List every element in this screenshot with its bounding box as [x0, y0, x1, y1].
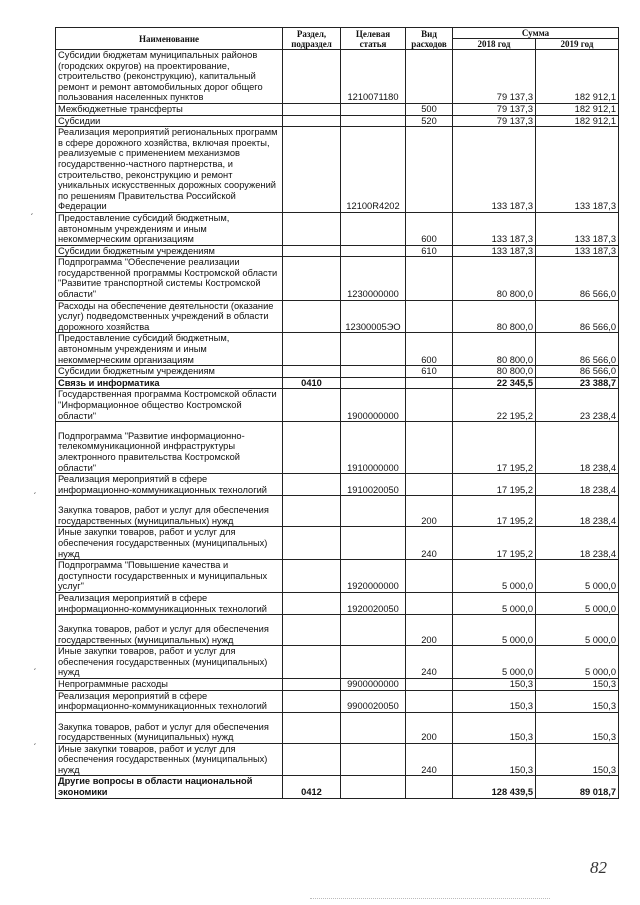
row-target-article — [341, 712, 406, 743]
row-name: Закупка товаров, работ и услуг для обеспечения государственных (муниципальных) нужд — [56, 712, 283, 743]
row-section — [283, 300, 341, 333]
row-name: Закупка товаров, работ и услуг для обеспечения государственных (муниципальных) нужд — [56, 496, 283, 527]
scan-mark: ˏ — [30, 205, 34, 216]
table-row — [56, 646, 619, 679]
row-section — [283, 422, 341, 474]
row-section — [283, 646, 341, 679]
row-section: 0410 — [283, 377, 341, 389]
row-section — [283, 257, 341, 300]
row-name: Субсидии бюджетным учреждениям — [56, 366, 283, 378]
row-name: Субсидии бюджетам муниципальных районов (городских округов) на проектирование, строительство (реконструкцию), капитальный ремонт и ремонт автомобильных дорог общего пользования населенных пунктов — [56, 50, 283, 104]
row-section — [283, 115, 341, 127]
scan-artifact-line — [310, 898, 550, 899]
row-sum-2018: 133 187,3 — [453, 212, 536, 245]
row-name: Реализация мероприятий в сфере информационно-коммуникационных технологий — [56, 690, 283, 712]
row-sum-2018: 150,3 — [453, 678, 536, 690]
row-expense-type — [406, 474, 453, 496]
row-section — [283, 592, 341, 614]
row-sum-2019: 89 018,7 — [536, 776, 619, 798]
row-section — [283, 333, 341, 366]
row-sum-2019: 86 566,0 — [536, 300, 619, 333]
row-name: Реализация мероприятий в сфере информационно-коммуникационных технологий — [56, 474, 283, 496]
row-expense-type — [406, 592, 453, 614]
table-row — [56, 50, 619, 104]
scan-mark: ˏ — [33, 735, 37, 746]
row-name: Предоставление субсидий бюджетным, автономным учреждениям и иным некоммерческим организациям — [56, 333, 283, 366]
row-expense-type: 500 — [406, 103, 453, 115]
row-expense-type: 610 — [406, 366, 453, 378]
table-row — [56, 366, 619, 378]
row-sum-2019: 23 388,7 — [536, 377, 619, 389]
row-target-article: 12100R4202 — [341, 127, 406, 213]
row-target-article — [341, 377, 406, 389]
row-section — [283, 245, 341, 257]
header-year-2018: 2018 год — [453, 39, 536, 50]
row-target-article: 1900000000 — [341, 389, 406, 422]
row-expense-type: 200 — [406, 615, 453, 646]
header-target: Целевая статья — [341, 28, 406, 50]
row-sum-2019: 182 912,1 — [536, 50, 619, 104]
row-name: Непрограммные расходы — [56, 678, 283, 690]
row-sum-2019: 18 238,4 — [536, 496, 619, 527]
row-expense-type — [406, 690, 453, 712]
header-section: Раздел, подраздел — [283, 28, 341, 50]
row-sum-2018: 133 187,3 — [453, 127, 536, 213]
row-sum-2019: 86 566,0 — [536, 257, 619, 300]
row-sum-2019: 5 000,0 — [536, 592, 619, 614]
row-name: Другие вопросы в области национальной экономики — [56, 776, 283, 798]
row-sum-2018: 150,3 — [453, 690, 536, 712]
row-sum-2019: 86 566,0 — [536, 366, 619, 378]
row-target-article — [341, 646, 406, 679]
row-sum-2018: 79 137,3 — [453, 103, 536, 115]
row-sum-2019: 150,3 — [536, 678, 619, 690]
row-target-article: 12300005ЭО — [341, 300, 406, 333]
row-target-article — [341, 776, 406, 798]
table-row — [56, 776, 619, 798]
table-row — [56, 127, 619, 213]
row-target-article — [341, 333, 406, 366]
row-name: Реализация мероприятий региональных программ в сфере дорожного хозяйства, включая проекты, реализуемые с применением механизмов государственно-частного партнерства, и строительство, реконструкцию и ремонт уникальных искусственных дорожных сооружений по решениям Правительства Российской Федерации — [56, 127, 283, 213]
row-name: Связь и информатика — [56, 377, 283, 389]
row-section — [283, 527, 341, 560]
row-expense-type — [406, 50, 453, 104]
row-expense-type: 610 — [406, 245, 453, 257]
row-sum-2019: 150,3 — [536, 743, 619, 776]
row-sum-2018: 5 000,0 — [453, 615, 536, 646]
row-expense-type: 240 — [406, 646, 453, 679]
row-section — [283, 743, 341, 776]
row-section — [283, 50, 341, 104]
row-section — [283, 212, 341, 245]
row-target-article — [341, 743, 406, 776]
row-section — [283, 366, 341, 378]
row-expense-type — [406, 127, 453, 213]
header-type: Вид расходов — [406, 28, 453, 50]
row-sum-2018: 150,3 — [453, 743, 536, 776]
row-sum-2019: 182 912,1 — [536, 115, 619, 127]
row-sum-2018: 22 195,2 — [453, 389, 536, 422]
row-sum-2019: 5 000,0 — [536, 615, 619, 646]
row-sum-2018: 80 800,0 — [453, 257, 536, 300]
row-expense-type — [406, 389, 453, 422]
table-row — [56, 690, 619, 712]
row-sum-2018: 80 800,0 — [453, 300, 536, 333]
row-sum-2018: 128 439,5 — [453, 776, 536, 798]
table-row — [56, 560, 619, 593]
row-section — [283, 678, 341, 690]
row-name: Иные закупки товаров, работ и услуг для обеспечения государственных (муниципальных) нужд — [56, 527, 283, 560]
row-sum-2019: 18 238,4 — [536, 527, 619, 560]
table-row — [56, 115, 619, 127]
row-sum-2018: 5 000,0 — [453, 592, 536, 614]
row-section — [283, 127, 341, 213]
scan-mark: ˏ — [33, 660, 37, 671]
row-section — [283, 103, 341, 115]
row-expense-type: 200 — [406, 496, 453, 527]
row-section — [283, 712, 341, 743]
row-sum-2019: 133 187,3 — [536, 245, 619, 257]
row-expense-type — [406, 377, 453, 389]
row-target-article — [341, 496, 406, 527]
row-target-article: 1910000000 — [341, 422, 406, 474]
header-name: Наименование — [56, 28, 283, 50]
row-name: Реализация мероприятий в сфере информационно-коммуникационных технологий — [56, 592, 283, 614]
row-sum-2018: 80 800,0 — [453, 366, 536, 378]
row-name: Субсидии — [56, 115, 283, 127]
row-sum-2018: 17 195,2 — [453, 474, 536, 496]
row-expense-type — [406, 776, 453, 798]
row-sum-2019: 5 000,0 — [536, 646, 619, 679]
row-target-article — [341, 245, 406, 257]
row-name: Подпрограмма "Повышение качества и доступности государственных и муниципальных услуг" — [56, 560, 283, 593]
row-sum-2019: 182 912,1 — [536, 103, 619, 115]
row-target-article: 1910020050 — [341, 474, 406, 496]
row-section — [283, 389, 341, 422]
row-name: Предоставление субсидий бюджетным, автономным учреждениям и иным некоммерческим организациям — [56, 212, 283, 245]
table-row — [56, 527, 619, 560]
header-sum: Сумма — [453, 28, 619, 39]
table-row — [56, 333, 619, 366]
row-name: Межбюджетные трансферты — [56, 103, 283, 115]
row-target-article: 1230000000 — [341, 257, 406, 300]
row-expense-type: 600 — [406, 333, 453, 366]
budget-table — [55, 27, 619, 799]
row-name: Закупка товаров, работ и услуг для обеспечения государственных (муниципальных) нужд — [56, 615, 283, 646]
row-target-article: 9900020050 — [341, 690, 406, 712]
table-row — [56, 743, 619, 776]
table-row — [56, 389, 619, 422]
row-name: Расходы на обеспечение деятельности (оказание услуг) подведомственных учреждений в области дорожного хозяйства — [56, 300, 283, 333]
row-sum-2019: 23 238,4 — [536, 389, 619, 422]
row-target-article: 1210071180 — [341, 50, 406, 104]
table-row — [56, 300, 619, 333]
table-row — [56, 103, 619, 115]
table-row — [56, 377, 619, 389]
scan-mark: ˏ — [33, 484, 37, 495]
row-sum-2019: 18 238,4 — [536, 422, 619, 474]
row-sum-2019: 18 238,4 — [536, 474, 619, 496]
row-expense-type: 600 — [406, 212, 453, 245]
row-name: Иные закупки товаров, работ и услуг для обеспечения государственных (муниципальных) нужд — [56, 646, 283, 679]
row-expense-type: 520 — [406, 115, 453, 127]
row-expense-type — [406, 678, 453, 690]
table-row — [56, 615, 619, 646]
row-section — [283, 496, 341, 527]
row-section — [283, 615, 341, 646]
row-name: Иные закупки товаров, работ и услуг для обеспечения государственных (муниципальных) нужд — [56, 743, 283, 776]
row-name: Подпрограмма "Обеспечение реализации государственной программы Костромской области "Развитие транспортной системы Костромской области" — [56, 257, 283, 300]
row-target-article — [341, 527, 406, 560]
row-sum-2018: 17 195,2 — [453, 496, 536, 527]
row-target-article — [341, 115, 406, 127]
row-sum-2018: 5 000,0 — [453, 646, 536, 679]
row-section: 0412 — [283, 776, 341, 798]
row-target-article — [341, 615, 406, 646]
row-section — [283, 690, 341, 712]
row-sum-2018: 79 137,3 — [453, 115, 536, 127]
row-sum-2018: 5 000,0 — [453, 560, 536, 593]
table-row — [56, 257, 619, 300]
table-row — [56, 496, 619, 527]
row-sum-2018: 22 345,5 — [453, 377, 536, 389]
row-target-article: 9900000000 — [341, 678, 406, 690]
row-sum-2019: 5 000,0 — [536, 560, 619, 593]
row-sum-2018: 150,3 — [453, 712, 536, 743]
row-sum-2018: 79 137,3 — [453, 50, 536, 104]
row-sum-2018: 17 195,2 — [453, 422, 536, 474]
row-sum-2019: 133 187,3 — [536, 127, 619, 213]
row-sum-2019: 150,3 — [536, 690, 619, 712]
row-sum-2018: 17 195,2 — [453, 527, 536, 560]
row-expense-type: 200 — [406, 712, 453, 743]
row-expense-type: 240 — [406, 743, 453, 776]
table-header — [56, 28, 619, 50]
table-row — [56, 474, 619, 496]
row-expense-type: 240 — [406, 527, 453, 560]
table-row — [56, 712, 619, 743]
row-sum-2018: 80 800,0 — [453, 333, 536, 366]
row-target-article: 1920020050 — [341, 592, 406, 614]
row-target-article — [341, 366, 406, 378]
row-expense-type — [406, 300, 453, 333]
page-number: 82 — [590, 858, 607, 877]
table-row — [56, 212, 619, 245]
row-sum-2018: 133 187,3 — [453, 245, 536, 257]
row-sum-2019: 86 566,0 — [536, 333, 619, 366]
row-name: Субсидии бюджетным учреждениям — [56, 245, 283, 257]
row-sum-2019: 133 187,3 — [536, 212, 619, 245]
table-row — [56, 422, 619, 474]
row-target-article — [341, 103, 406, 115]
header-year-2019: 2019 год — [536, 39, 619, 50]
row-expense-type — [406, 560, 453, 593]
table-row — [56, 245, 619, 257]
row-expense-type — [406, 422, 453, 474]
row-target-article: 1920000000 — [341, 560, 406, 593]
row-name: Подпрограмма "Развитие информационно-телекоммуникационной инфраструктуры электронного правительства Костромской области" — [56, 422, 283, 474]
row-target-article — [341, 212, 406, 245]
row-section — [283, 474, 341, 496]
row-sum-2019: 150,3 — [536, 712, 619, 743]
table-body — [56, 50, 619, 799]
row-name: Государственная программа Костромской области "Информационное общество Костромской области" — [56, 389, 283, 422]
table-row — [56, 678, 619, 690]
row-section — [283, 560, 341, 593]
row-expense-type — [406, 257, 453, 300]
table-row — [56, 592, 619, 614]
